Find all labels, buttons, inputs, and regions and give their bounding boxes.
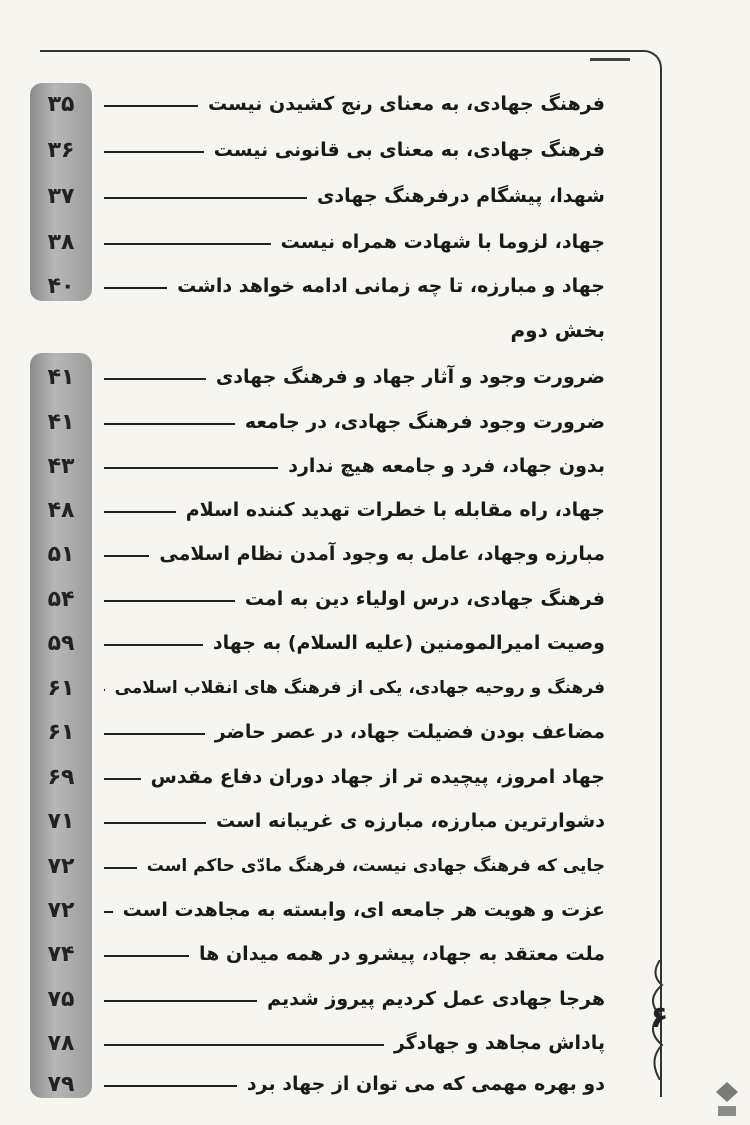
toc-entry-title: فرهنگ جهادی، به معنای بی قانونی نیست — [213, 139, 605, 161]
toc-entry-title: وصیت امیرالمومنین (علیه السلام) به جهاد — [212, 632, 605, 654]
toc-entry-title: دو بهره مهمی که می توان از جهاد برد — [246, 1073, 605, 1095]
toc-entry[interactable] — [30, 577, 605, 621]
dot-leader — [104, 423, 235, 425]
toc-page-number: ۷۸ — [47, 1030, 75, 1056]
toc-entry-title: ملت معتقد به جهاد، پیشرو در همه میدان ها — [199, 943, 605, 965]
toc-page-number: ۷۴ — [47, 941, 75, 967]
toc-entry-title: فرهنگ جهادی، درس اولیاء دین به امت — [244, 588, 605, 610]
dot-leader — [104, 378, 206, 380]
toc-entry-title: ضرورت وجود و آثار جهاد و فرهنگ جهادی — [215, 366, 605, 388]
toc-entry[interactable] — [30, 355, 605, 399]
toc-entry-title: شهدا، پیشگام درفرهنگ جهادی — [317, 185, 605, 207]
dot-leader — [104, 600, 235, 602]
toc-entry[interactable] — [30, 799, 605, 843]
toc-entry[interactable] — [30, 444, 605, 488]
toc-page-number: ۴۱ — [47, 409, 75, 435]
dot-leader — [104, 822, 206, 824]
toc-entry[interactable] — [30, 174, 605, 218]
dot-leader — [104, 243, 271, 245]
toc-page-number: ۳۸ — [47, 229, 75, 255]
toc-page-number: ۷۵ — [47, 986, 75, 1012]
toc-entry[interactable] — [30, 977, 605, 1021]
toc-page-number: ۴۱ — [47, 364, 75, 390]
toc-page-number: ۶۱ — [47, 675, 75, 701]
toc-entry[interactable] — [30, 488, 605, 532]
toc-entry-title: جهاد، لزوما با شهادت همراه نیست — [280, 231, 605, 253]
toc-page-number: ۷۱ — [47, 808, 75, 834]
toc-page-number: ۳۵ — [47, 91, 75, 117]
dot-leader — [104, 644, 203, 646]
toc-entry-title: جایی که فرهنگ جهادی نیست، فرهنگ مادّی حاکم است — [146, 856, 605, 876]
toc-entry-title: جهاد و مبارزه، تا چه زمانی ادامه خواهد داشت — [177, 275, 605, 297]
toc-entry-title: هرجا جهادی عمل کردیم پیروز شدیم — [267, 988, 605, 1010]
toc-entry-title: ضرورت وجود فرهنگ جهادی، در جامعه — [244, 411, 605, 433]
toc-page-number: ۳۷ — [47, 183, 75, 209]
folio-number: ۶ — [650, 1000, 669, 1035]
dot-leader — [104, 1000, 257, 1002]
toc-page-number: ۷۹ — [47, 1071, 75, 1097]
toc-entry[interactable] — [30, 264, 605, 308]
toc-entry[interactable] — [30, 128, 605, 172]
dot-leader — [104, 778, 141, 780]
dot-leader — [104, 1044, 384, 1046]
toc-entry-title: فرهنگ جهادی، به معنای رنج کشیدن نیست — [208, 93, 605, 115]
dot-leader — [104, 733, 205, 735]
toc-entry-title: بدون جهاد، فرد و جامعه هیچ ندارد — [288, 455, 605, 477]
toc-page-number: ۳۶ — [47, 137, 75, 163]
toc-entry[interactable] — [30, 666, 605, 710]
toc-entry-title: پاداش مجاهد و جهادگر — [393, 1032, 605, 1054]
toc-page-number: ۴۰ — [47, 273, 75, 299]
toc-entry[interactable] — [30, 400, 605, 444]
toc-entry[interactable] — [30, 220, 605, 264]
toc-page-number: ۷۲ — [47, 897, 75, 923]
dot-leader — [104, 867, 137, 869]
toc-entry-title: جهاد، راه مقابله با خطرات تهدید کننده اسلام — [185, 499, 605, 521]
toc-entry[interactable] — [30, 932, 605, 976]
dot-leader — [104, 911, 113, 913]
toc-page-number: ۶۱ — [47, 719, 75, 745]
toc-entry[interactable] — [30, 82, 605, 126]
toc-entry[interactable] — [30, 888, 605, 932]
dot-leader — [104, 511, 176, 513]
dot-leader — [104, 287, 167, 289]
dot-leader — [104, 151, 204, 153]
toc-entry-title: فرهنگ و روحیه جهادی، یکی از فرهنگ های انقلاب اسلامی — [114, 678, 605, 698]
toc-page-number: ۴۸ — [47, 497, 75, 523]
dot-leader — [104, 555, 149, 557]
toc-entry[interactable] — [30, 532, 605, 576]
toc-entry-title: دشوارترین مبارزه، مبارزه ی غریبانه است — [216, 810, 605, 832]
toc-page-number: ۵۱ — [47, 541, 75, 567]
toc-entry-title: مبارزه وجهاد، عامل به وجود آمدن نظام اسلامی — [159, 543, 605, 565]
toc-entry-title: مضاعف بودن فضیلت جهاد، در عصر حاضر — [214, 721, 605, 743]
toc-entry[interactable] — [30, 1062, 605, 1106]
toc-entry[interactable] — [30, 844, 605, 888]
dot-leader — [104, 1085, 237, 1087]
dot-leader — [104, 105, 198, 107]
section-title: بخش دوم — [510, 318, 605, 342]
toc-entry-title: عزت و هویت هر جامعه ای، وابسته به مجاهدت است — [122, 899, 605, 921]
toc-entry-title: جهاد امروز، پیچیده تر از جهاد دوران دفاع مقدس — [150, 766, 605, 788]
publisher-logo-icon — [712, 1080, 742, 1120]
dot-leader — [104, 467, 278, 469]
toc-entry[interactable] — [30, 710, 605, 754]
toc-page-number: ۷۲ — [47, 853, 75, 879]
header-rule — [590, 58, 630, 61]
toc-entry[interactable] — [30, 621, 605, 665]
toc-page-number: ۵۹ — [47, 630, 75, 656]
dot-leader — [104, 955, 189, 957]
dot-leader — [104, 689, 105, 691]
toc-entry[interactable] — [30, 755, 605, 799]
toc-entry[interactable] — [30, 1021, 605, 1065]
toc-page-number: ۵۴ — [47, 586, 75, 612]
toc-page-number: ۴۳ — [47, 453, 75, 479]
dot-leader — [104, 197, 307, 199]
toc-page-number: ۶۹ — [47, 764, 75, 790]
